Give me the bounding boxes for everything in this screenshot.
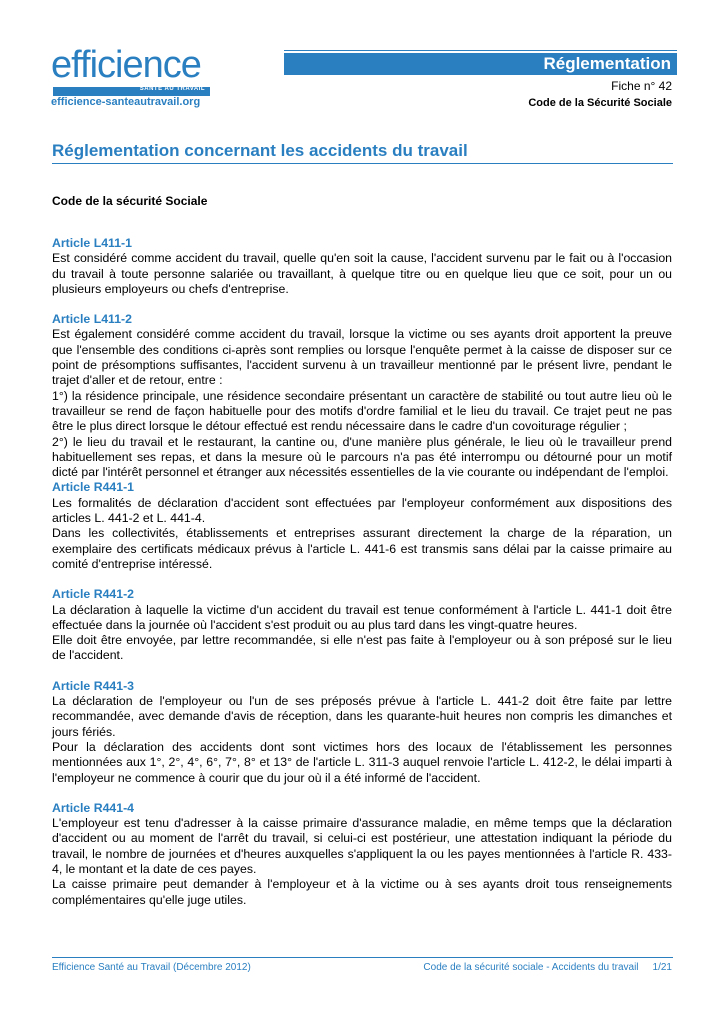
article	[52, 801, 672, 908]
category-banner	[284, 53, 677, 75]
article	[52, 587, 672, 663]
article-paragraph: La déclaration à laquelle la victime d'un accident du travail est tenue conformément à l'article L. 441-1 doit être effectuée dans la journée où l'accident s'est produit ou au plus tard dans les vingt-quatre heures.	[52, 602, 672, 632]
article-paragraph: L'employeur est tenu d'adresser à la caisse primaire d'assurance maladie, en même temps que la déclaration d'accident ou au moment de l'arrêt du travail, si celui-ci est postérieur, une attestation indiquant la période du travail, le nombre de journées et d'heures auxquelles s'appliquent la ou les payes mentionnées à l'article R. 433-4, le montant et la date de ces payes.	[52, 816, 672, 876]
article-paragraph: Est considéré comme accident du travail, quelle qu'en soit la cause, l'accident survenu par le fait ou à l'occasion du travail à toute personne salariée ou travaillant, à quelque titre ou en quelque lieu que ce soit, pour un ou plusieurs employeurs ou chefs d'entreprise.	[52, 251, 672, 296]
article-paragraph: Elle doit être envoyée, par lettre recommandée, si elle n'est pas faite à l'employeur ou à son préposé sur le lieu de l'accident.	[52, 633, 672, 663]
footer-document-title: Code de la sécurité sociale - Accidents du travail	[423, 962, 639, 973]
page-title: Réglementation concernant les accidents du travail	[52, 141, 468, 160]
article	[52, 679, 672, 786]
article-paragraph: Est également considéré comme accident du travail, lorsque la victime ou ses ayants droit apportent la preuve que l'ensemble des conditions ci-après sont remplies ou lorsque l'enquête permet à la caisse de disposer sur ce point de présomptions suffisantes, l'accident survenu à un travailleur mentionné par le présent livre, pendant le trajet d'aller et de retour, entre :	[52, 327, 672, 388]
title-divider	[52, 163, 673, 164]
article-paragraph: Les formalités de déclaration d'accident sont effectuées par l'employeur conformément aux dispositions des articles L. 441-2 et L. 441-4.	[52, 495, 672, 526]
article-heading: Article R441-1	[52, 480, 135, 495]
article-heading: Article R441-3	[52, 678, 135, 693]
article	[52, 236, 672, 297]
article-paragraph: La caisse primaire peut demander à l'employeur et à la victime ou à ses ayants droit tous renseignements complémentaires qu'elle juge utiles.	[52, 877, 672, 907]
article-paragraph: 2°) le lieu du travail et le restaurant, la cantine ou, d'une manière plus générale, le lieu où le travailleur prend habituellement ses repas, et dans la mesure où le parcours n'a pas été interrompu ou détourné pour un motif dicté par l'intérêt personnel et étranger aux nécessités essentielles de la vie courante ou indépendant de l'emploi.	[52, 434, 672, 480]
article	[52, 312, 672, 480]
fiche-number: Fiche n° 42	[611, 79, 672, 93]
code-header: Code de la Sécurité Sociale	[528, 97, 672, 109]
article-paragraph: Dans les collectivités, établissements et entreprises assurant directement la charge de la réparation, un exemplaire des certificats médicaux prévus à l'article L. 441-6 est transmis sans délai par la caisse primaire au comité d'entreprise intéressé.	[52, 526, 672, 571]
article-list	[52, 236, 672, 923]
footer-divider	[52, 957, 673, 958]
article-paragraph: La déclaration de l'employeur ou l'un de ses préposés prévue à l'article L. 441-2 doit être faite par lettre recommandée, avec demande d'avis de réception, dans les quarante-huit heures non compris les dimanches et jours fériés.	[52, 694, 672, 739]
footer-source: Efficience Santé au Travail (Décembre 2012)	[52, 962, 251, 973]
footer-info	[409, 962, 672, 973]
article-paragraph: 1°) la résidence principale, une résidence secondaire présentant un caractère de stabilité ou tout autre lieu où le travailleur se rend de façon habituelle pour des motifs d'ordre familial et le lieu du travail. Ce trajet peut ne pas être le plus direct lorsque le détour effectué est rendu nécessaire dans le cadre d'un covoiturage régulier ;	[52, 388, 672, 434]
footer-page-number: 1/21	[652, 962, 672, 973]
article-heading: Article R441-4	[52, 800, 135, 815]
logo-text: efficience	[51, 44, 201, 86]
banner-title: Réglementation	[543, 54, 671, 73]
article	[52, 480, 672, 572]
article-paragraph: Pour la déclaration des accidents dont sont victimes hors des locaux de l'établissement les personnes mentionnées aux 1°, 2°, 4°, 6°, 7°, 8° et 13° de l'article L. 311-3 auquel renvoie l'article L. 412-2, le délai imparti à l'employeur ne commence à courir que du jour où il a été informé de l'accident.	[52, 739, 672, 785]
section-heading: Code de la sécurité Sociale	[52, 194, 208, 208]
logo-tagline: SANTÉ AU TRAVAIL	[139, 86, 205, 92]
article-heading: Article L411-1	[52, 236, 132, 250]
banner-rule	[284, 50, 677, 51]
logo	[51, 44, 211, 98]
site-url-link[interactable]: efficience-santeautravail.org	[51, 96, 201, 108]
article-heading: Article R441-2	[52, 587, 135, 602]
article-heading: Article L411-2	[52, 312, 132, 327]
